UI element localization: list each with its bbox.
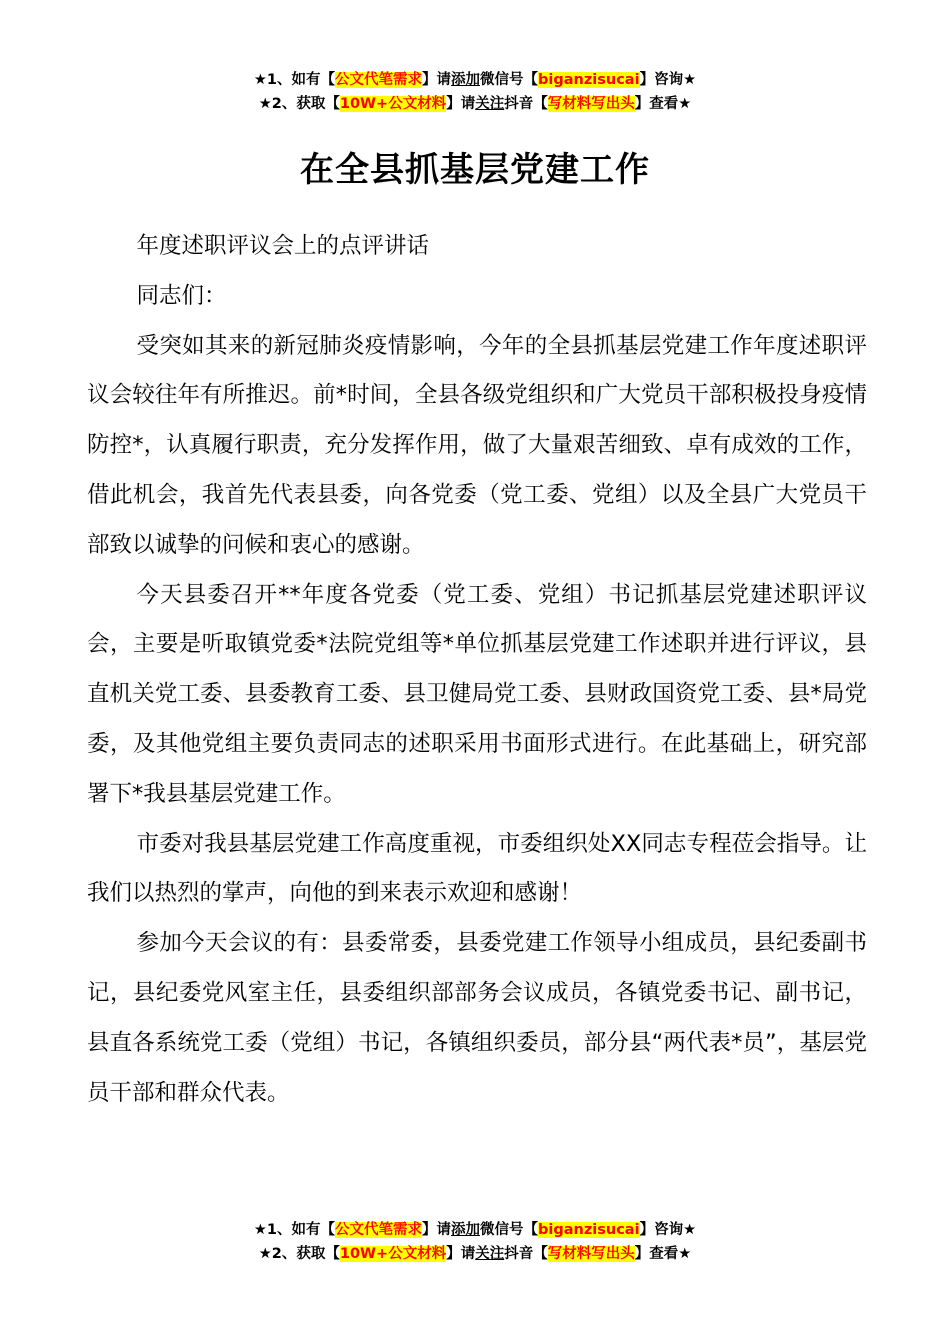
promo-text: 抖音【 — [504, 1246, 548, 1262]
body-paragraph: 今天县委召开**年度各党委（党工委、党组）书记抓基层党建述职评议会，主要是听取镇党委*法院党组等*单位抓基层党建工作述职并进行评议，县直机关党工委、县委教育工委、县卫健局党工委、县财政国资党工委、县*局党委，及其他党组主要负责同志的述职采用书面形式进行。在此基础上，研究部署下*我县基层党建工作。 — [87, 581, 867, 807]
promo-footer — [0, 1218, 950, 1266]
promo-highlight: 公文代笔需求 — [335, 72, 423, 88]
promo-line-2 — [0, 92, 950, 116]
body-paragraph: 参加今天会议的有：县委常委，县委党建工作领导小组成员，县纪委副书记，县纪委党风室主任，县委组织部部务会议成员，各镇党委书记、副书记，县直各系统党工委（党组）书记，各镇组织委员，部分县“两代表*员”，基层党员干部和群众代表。 — [87, 930, 867, 1106]
promo-highlight: 公文代笔需求 — [335, 1222, 423, 1238]
promo-highlight: biganzisucai — [538, 72, 640, 88]
promo-text: 】咨询★ — [639, 72, 697, 88]
salutation-paragraph: 同志们： — [136, 282, 227, 309]
promo-text: ★1、如有【 — [253, 1222, 336, 1238]
promo-text: 】请 — [422, 72, 452, 88]
document-body — [87, 222, 867, 1118]
promo-underline: 关注 — [475, 96, 505, 112]
promo-text: ★1、如有【 — [253, 72, 336, 88]
promo-highlight: biganzisucai — [538, 1222, 640, 1238]
promo-text: 】请 — [422, 1222, 452, 1238]
promo-text: 】咨询★ — [639, 1222, 697, 1238]
promo-line-2 — [0, 1242, 950, 1266]
promo-text: 】查看★ — [634, 96, 692, 112]
promo-text: 】请 — [446, 1246, 476, 1262]
body-paragraph: 受突如其来的新冠肺炎疫情影响，今年的全县抓基层党建工作年度述职评议会较往年有所推迟。前*时间，全县各级党组织和广大党员干部积极投身疫情防控*，认真履行职责，充分发挥作用，做了大量艰苦细致、卓有成效的工作，借此机会，我首先代表县委，向各党委（党工委、党组）以及全县广大党员干部致以诚挚的问候和衷心的感谢。 — [87, 332, 867, 558]
document-title: 在全县抓基层党建工作 — [300, 150, 650, 190]
promo-underline: 关注 — [475, 1246, 505, 1262]
promo-header — [0, 68, 950, 116]
promo-text: 微信号【 — [480, 72, 539, 88]
promo-text: 微信号【 — [480, 1222, 539, 1238]
promo-text: 】请 — [446, 96, 476, 112]
promo-line-1 — [0, 68, 950, 92]
promo-text: ★2、获取【 — [258, 96, 340, 112]
body-paragraph: 市委对我县基层党建工作高度重视，市委组织处XX同志专程莅会指导。让我们以热烈的掌声，向他的到来表示欢迎和感谢！ — [87, 830, 867, 907]
promo-text: ★2、获取【 — [258, 1246, 340, 1262]
promo-highlight: 10W+公文材料 — [339, 1246, 447, 1262]
promo-underline: 添加 — [451, 1222, 481, 1238]
promo-highlight: 写材料写出头 — [547, 1246, 635, 1262]
promo-text: 】查看★ — [634, 1246, 692, 1262]
promo-highlight: 10W+公文材料 — [339, 96, 447, 112]
promo-line-1 — [0, 1218, 950, 1242]
promo-text: 抖音【 — [504, 96, 548, 112]
subtitle-paragraph: 年度述职评议会上的点评讲话 — [136, 233, 430, 259]
promo-underline: 添加 — [451, 72, 481, 88]
promo-highlight: 写材料写出头 — [547, 96, 635, 112]
